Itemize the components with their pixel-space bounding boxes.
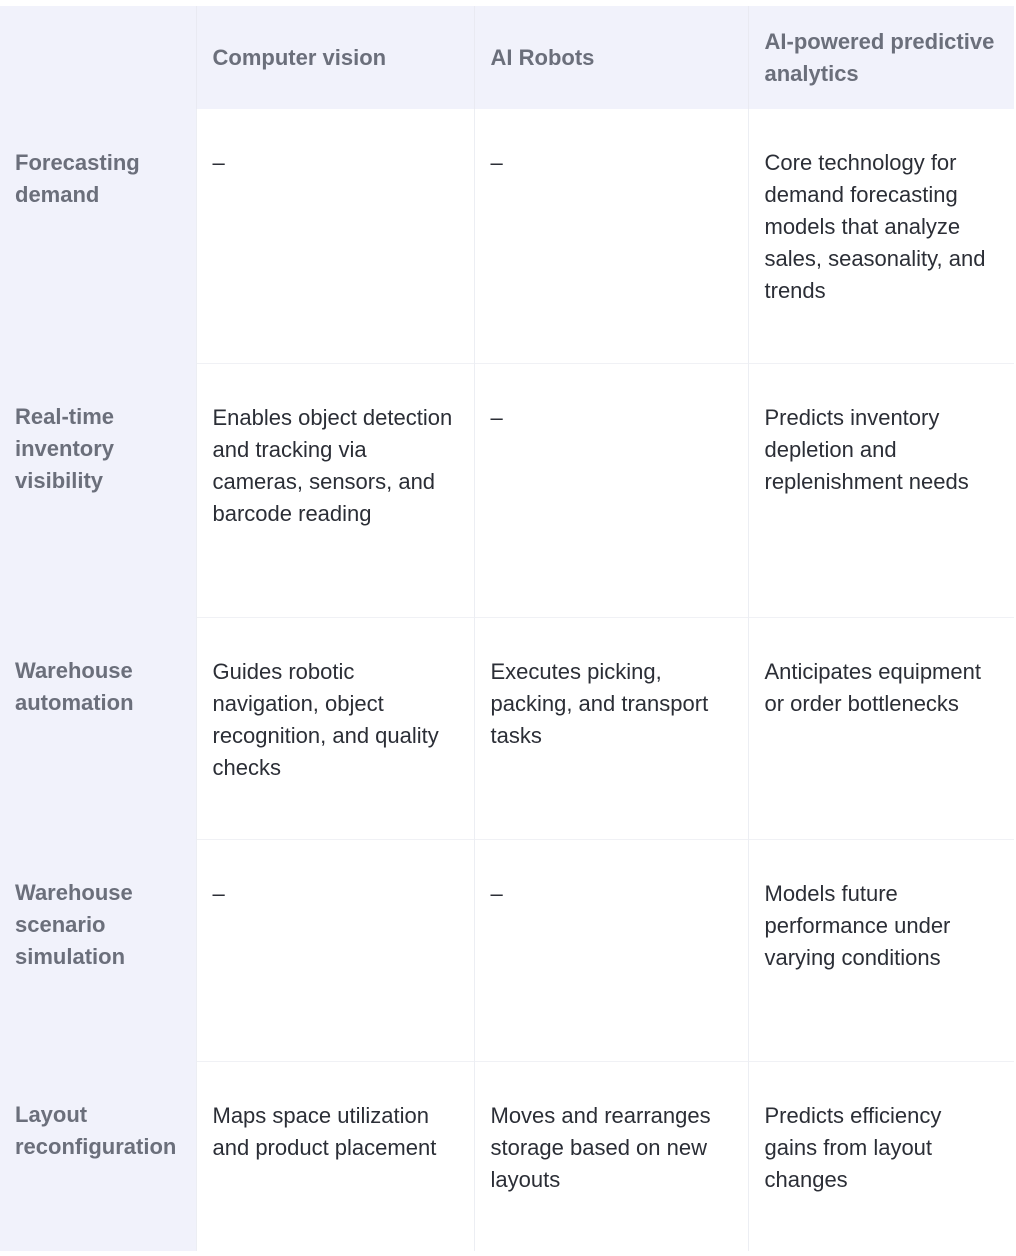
table-cell: Core technology for demand forecasting models that analyze sales, seasonality, and trends	[748, 109, 1014, 363]
table-header	[0, 6, 1014, 109]
comparison-table	[0, 6, 1014, 1251]
column-header-computer-vision: Computer vision	[196, 6, 474, 109]
header-corner-cell	[0, 6, 196, 109]
table-row	[0, 363, 1014, 617]
row-header-warehouse-automation: Warehouse automation	[0, 617, 196, 839]
table-cell: –	[196, 839, 474, 1061]
row-header-layout-reconfiguration: Layout reconfiguration	[0, 1061, 196, 1251]
row-header-real-time-inventory-visibility: Real-time inventory visibility	[0, 363, 196, 617]
table-cell: –	[474, 839, 748, 1061]
table-body	[0, 109, 1014, 1251]
table-row	[0, 1061, 1014, 1251]
table-cell: –	[196, 109, 474, 363]
table-row	[0, 617, 1014, 839]
column-header-predictive-analytics: AI-powered predictive analytics	[748, 6, 1014, 109]
table-cell: –	[474, 109, 748, 363]
table-cell: Enables object detection and tracking via cameras, sensors, and barcode reading	[196, 363, 474, 617]
table-cell: Predicts efficiency gains from layout changes	[748, 1061, 1014, 1251]
table-row	[0, 109, 1014, 363]
table-cell: Moves and rearranges storage based on new layouts	[474, 1061, 748, 1251]
row-header-warehouse-scenario-simulation: Warehouse scenario simulation	[0, 839, 196, 1061]
column-header-ai-robots: AI Robots	[474, 6, 748, 109]
header-row	[0, 6, 1014, 109]
table-cell: Executes picking, packing, and transport tasks	[474, 617, 748, 839]
row-header-forecasting-demand: Forecasting demand	[0, 109, 196, 363]
table-cell: Maps space utilization and product placement	[196, 1061, 474, 1251]
table-cell: Guides robotic navigation, object recognition, and quality checks	[196, 617, 474, 839]
table-cell: Anticipates equipment or order bottlenecks	[748, 617, 1014, 839]
table-cell: Models future performance under varying conditions	[748, 839, 1014, 1061]
table-row	[0, 839, 1014, 1061]
table-cell: Predicts inventory depletion and replenishment needs	[748, 363, 1014, 617]
table-cell: –	[474, 363, 748, 617]
